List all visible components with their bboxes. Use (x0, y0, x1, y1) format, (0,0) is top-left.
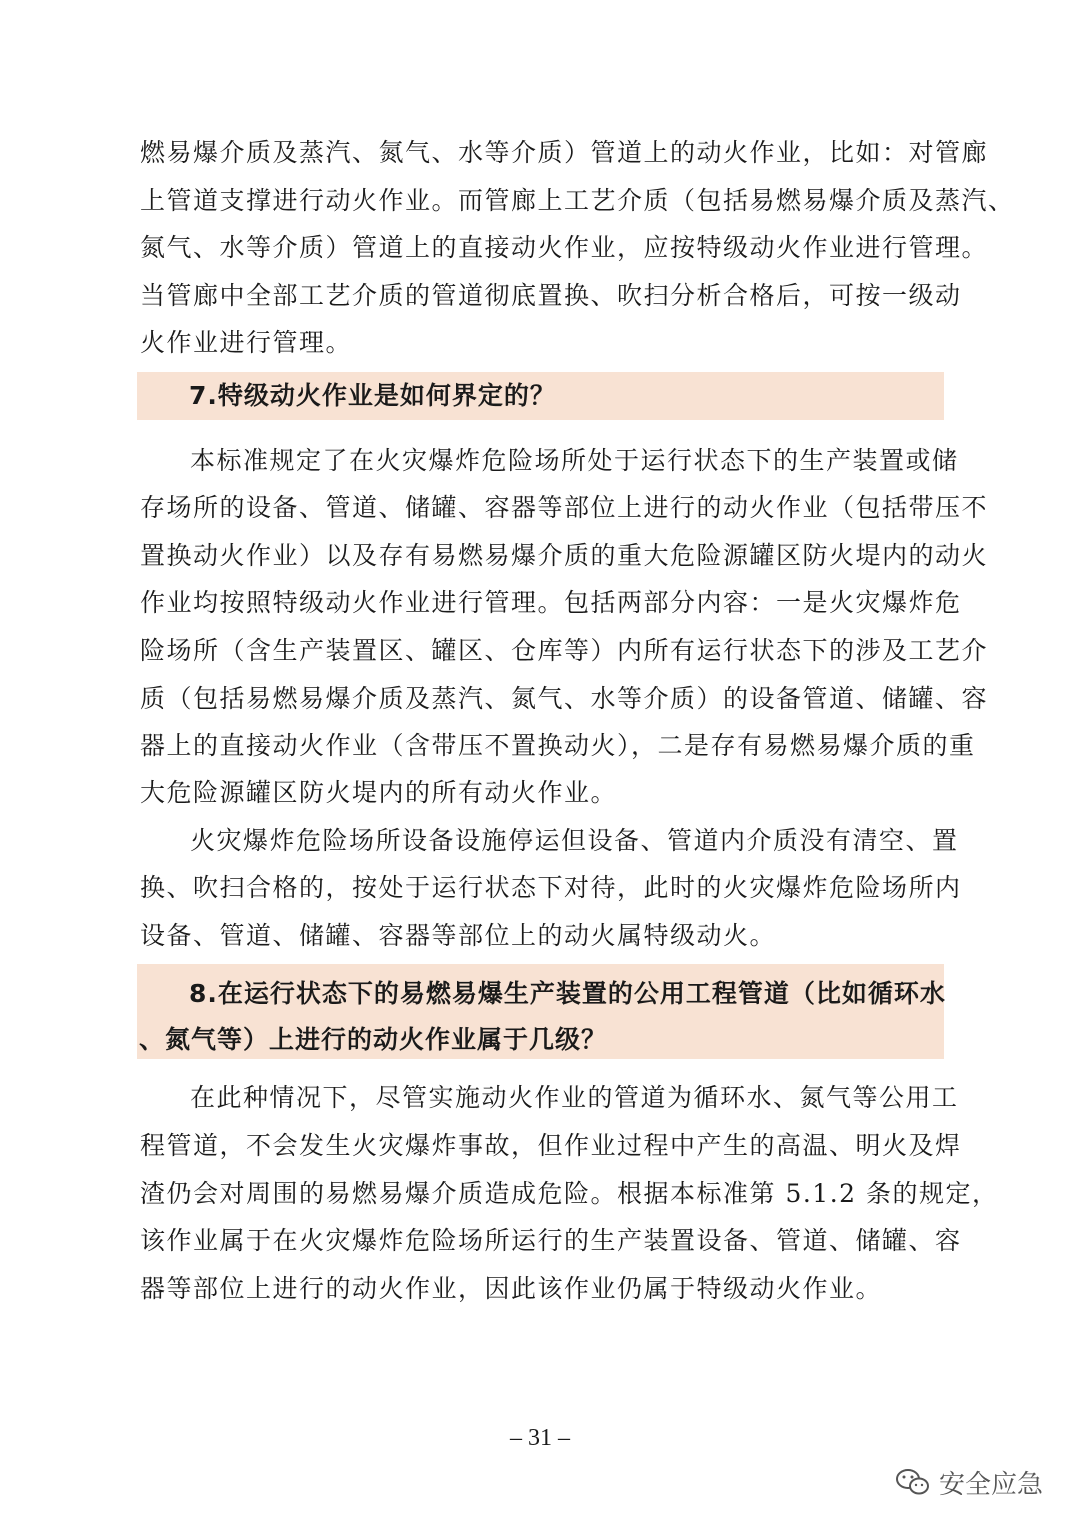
text-line: 燃易爆介质及蒸汽、氮气、水等介质）管道上的动火作业，比如：对管廊 (140, 138, 989, 167)
text-line: 氮气、水等介质）管道上的直接动火作业，应按特级动火作业进行管理。 (140, 233, 989, 262)
question-8-heading (137, 964, 944, 1059)
wechat-icon (895, 1467, 931, 1497)
text-line: 器上的直接动火作业（含带压不置换动火），二是存有易燃易爆介质的重 (140, 731, 976, 760)
text-line: 险场所（含生产装置区、罐区、仓库等）内所有运行状态下的涉及工艺介 (140, 636, 989, 665)
text-line: 大危险源罐区防火堤内的所有动火作业。 (140, 778, 618, 807)
watermark (895, 1462, 1043, 1502)
text-line: 在此种情况下，尽管实施动火作业的管道为循环水、氮气等公用工 (190, 1083, 959, 1112)
text-line: 质（包括易燃易爆介质及蒸汽、氮气、水等介质）的设备管道、储罐、容 (140, 684, 989, 713)
text-line: 当管廊中全部工艺介质的管道彻底置换、吹扫分析合格后，可按一级动 (140, 281, 962, 310)
heading-text: 7.特级动火作业是如何界定的？ (189, 381, 556, 410)
text-line: 换、吹扫合格的，按处于运行状态下对待，此时的火灾爆炸危险场所内 (140, 873, 962, 902)
text-line: 器等部位上进行的动火作业，因此该作业仍属于特级动火作业。 (140, 1274, 883, 1303)
text-line: 火作业进行管理。 (140, 328, 353, 357)
text-line: 存场所的设备、管道、储罐、容器等部位上进行的动火作业（包括带压不 (140, 493, 989, 522)
text-line: 上管道支撑进行动火作业。而管廊上工艺介质（包括易燃易爆介质及蒸汽、 (140, 186, 1015, 215)
page-number: – 31 – (510, 1425, 570, 1451)
question-7-heading (137, 372, 944, 420)
text-line: 火灾爆炸危险场所设备设施停运但设备、管道内介质没有清空、置 (190, 826, 959, 855)
text-line: 该作业属于在火灾爆炸危险场所运行的生产装置设备、管道、储罐、容 (140, 1226, 962, 1255)
text-line: 置换动火作业）以及存有易燃易爆介质的重大危险源罐区防火堤内的动火 (140, 541, 989, 570)
text-line: 渣仍会对周围的易燃易爆介质造成危险。根据本标准第 5.1.2 条的规定， (140, 1179, 999, 1208)
heading-text: 、氮气等）上进行的动火作业属于几级？ (139, 1025, 608, 1054)
text-line: 作业均按照特级动火作业进行管理。包括两部分内容：一是火灾爆炸危 (140, 588, 962, 617)
text-line: 本标准规定了在火灾爆炸危险场所处于运行状态下的生产装置或储 (190, 446, 959, 475)
text-line: 程管道，不会发生火灾爆炸事故，但作业过程中产生的高温、明火及焊 (140, 1131, 962, 1160)
watermark-text: 安全应急 (939, 1469, 1044, 1500)
text-line: 设备、管道、储罐、容器等部位上的动火属特级动火。 (140, 921, 777, 950)
heading-text: 8.在运行状态下的易燃易爆生产装置的公用工程管道（比如循环水 (189, 979, 946, 1008)
